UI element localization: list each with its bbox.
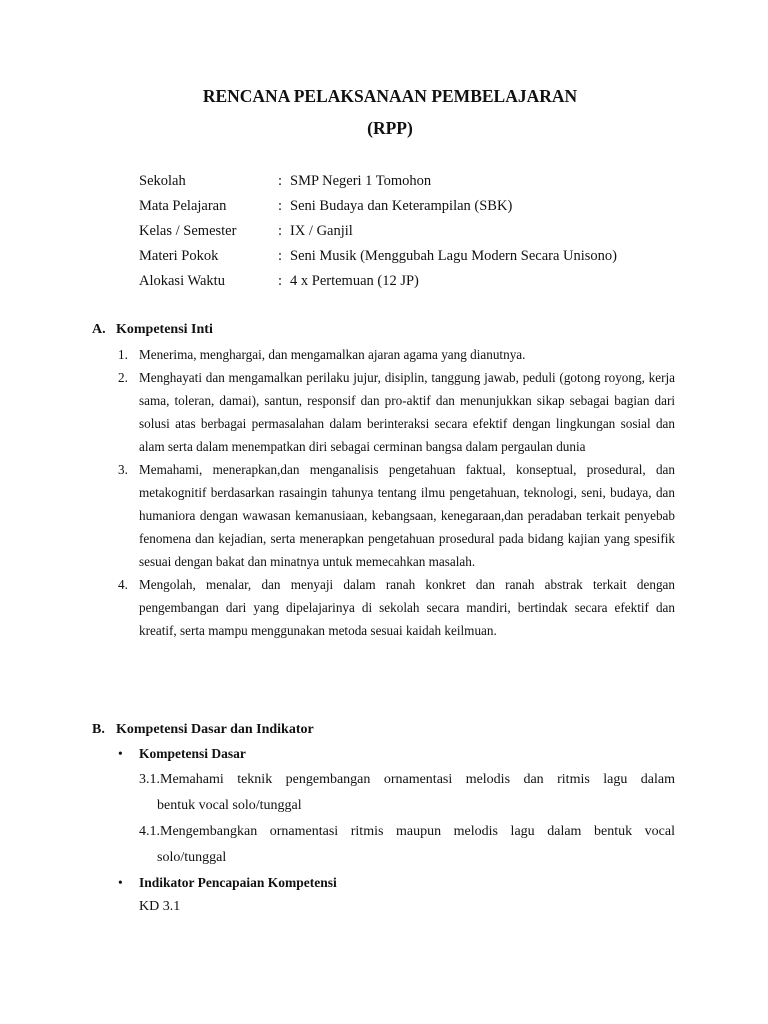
list-item [118,573,675,642]
identity-value: 4 x Pertemuan (12 JP) [290,273,419,289]
kd-item [139,819,675,871]
list-number: 3. [118,462,128,477]
identity-value: Seni Musik (Menggubah Lagu Modern Secara Unisono) [290,248,617,264]
identity-label: Alokasi Waktu [139,273,225,289]
list-item [118,366,675,458]
bullet-title: Kompetensi Dasar [139,746,246,761]
indikator-heading [118,875,337,891]
kompetensi-dasar-list [139,767,675,871]
list-item [118,458,675,573]
list-item [118,343,675,366]
list-text: Menerima, menghargai, dan mengamalkan ajaran agama yang dianutnya. [139,347,526,362]
identity-colon: : [278,198,283,214]
section-letter: A. [92,322,106,337]
list-text: Mengolah, menalar, dan menyaji dalam ranah konkret dan ranah abstrak terkait dengan pengembangan dari yang dipelajarinya di sekolah secara mandiri, bertindak secara efektif dan kreatif, serta mampu menggunakan metoda sesuai kaidah keilmuan. [139,577,675,638]
section-letter: B. [92,722,105,737]
document-title: RENCANA PELAKSANAAN PEMBELAJARAN [202,86,578,106]
bullet-title: Indikator Pencapaian Kompetensi [139,875,337,890]
identity-label: Kelas / Semester [139,223,237,239]
section-title: Kompetensi Inti [116,322,213,337]
list-text: Memahami, menerapkan,dan menganalisis pengetahuan faktual, konseptual, prosedural, dan metakognitif berdasarkan rasaingin tahunya tentang ilmu pengetahuan, teknologi, seni, budaya, dan humaniora dengan wawasan kemanusiaan, kebangsaan, kenegaraan,dan peradaban terkait penyebab fenomena dan kejadian, serta menerapkan pengetahuan prosedural pada bidang kajian yang spesifik sesuai dengan bakat dan minatnya untuk memecahkan masalah. [139,462,675,569]
identity-value: SMP Negeri 1 Tomohon [290,173,432,189]
document-subtitle: (RPP) [367,118,413,138]
identity-value: Seni Budaya dan Keterampilan (SBK) [290,198,513,214]
identity-label: Sekolah [139,173,186,189]
list-number: 2. [118,370,128,385]
kd-line: 4.1.Mengembangkan ornamentasi ritmis maupun melodis lagu dalam bentuk vocal [139,824,675,839]
kd-line: 3.1.Memahami teknik pengembangan ornamentasi melodis dan ritmis lagu dalam [139,772,675,787]
identity-label: Mata Pelajaran [139,198,227,214]
identity-value: IX / Ganjil [290,223,353,239]
identity-label: Materi Pokok [139,248,219,264]
section-title: Kompetensi Dasar dan Indikator [116,722,314,737]
list-number: 1. [118,347,128,362]
kd-item [139,767,675,819]
bullet-icon: • [118,746,123,761]
list-text: Menghayati dan mengamalkan perilaku jujur, disiplin, tanggung jawab, peduli (gotong royong, kerja sama, toleran, damai), santun, responsif dan pro-aktif dan menunjukkan sikap sebagai bagian dari solusi atas berbagai permasalahan dalam berinteraksi secara efektif dengan lingkungan sosial dan alam serta dalam menempatkan diri sebagai cerminan bangsa dalam pergaulan dunia [139,370,675,454]
list-number: 4. [118,577,128,592]
kd-line-continued: solo/tunggal [157,850,227,865]
identity-colon: : [278,173,283,189]
identity-colon: : [278,273,283,289]
bullet-icon: • [118,875,123,890]
section-a-heading [92,322,213,338]
kompetensi-inti-list [118,343,675,642]
kd-line-continued: bentuk vocal solo/tunggal [157,798,302,813]
identity-colon: : [278,248,283,264]
identity-colon: : [278,223,283,239]
kd-label: KD 3.1 [139,899,181,914]
section-b-heading [92,722,314,738]
kompetensi-dasar-heading [118,746,246,762]
